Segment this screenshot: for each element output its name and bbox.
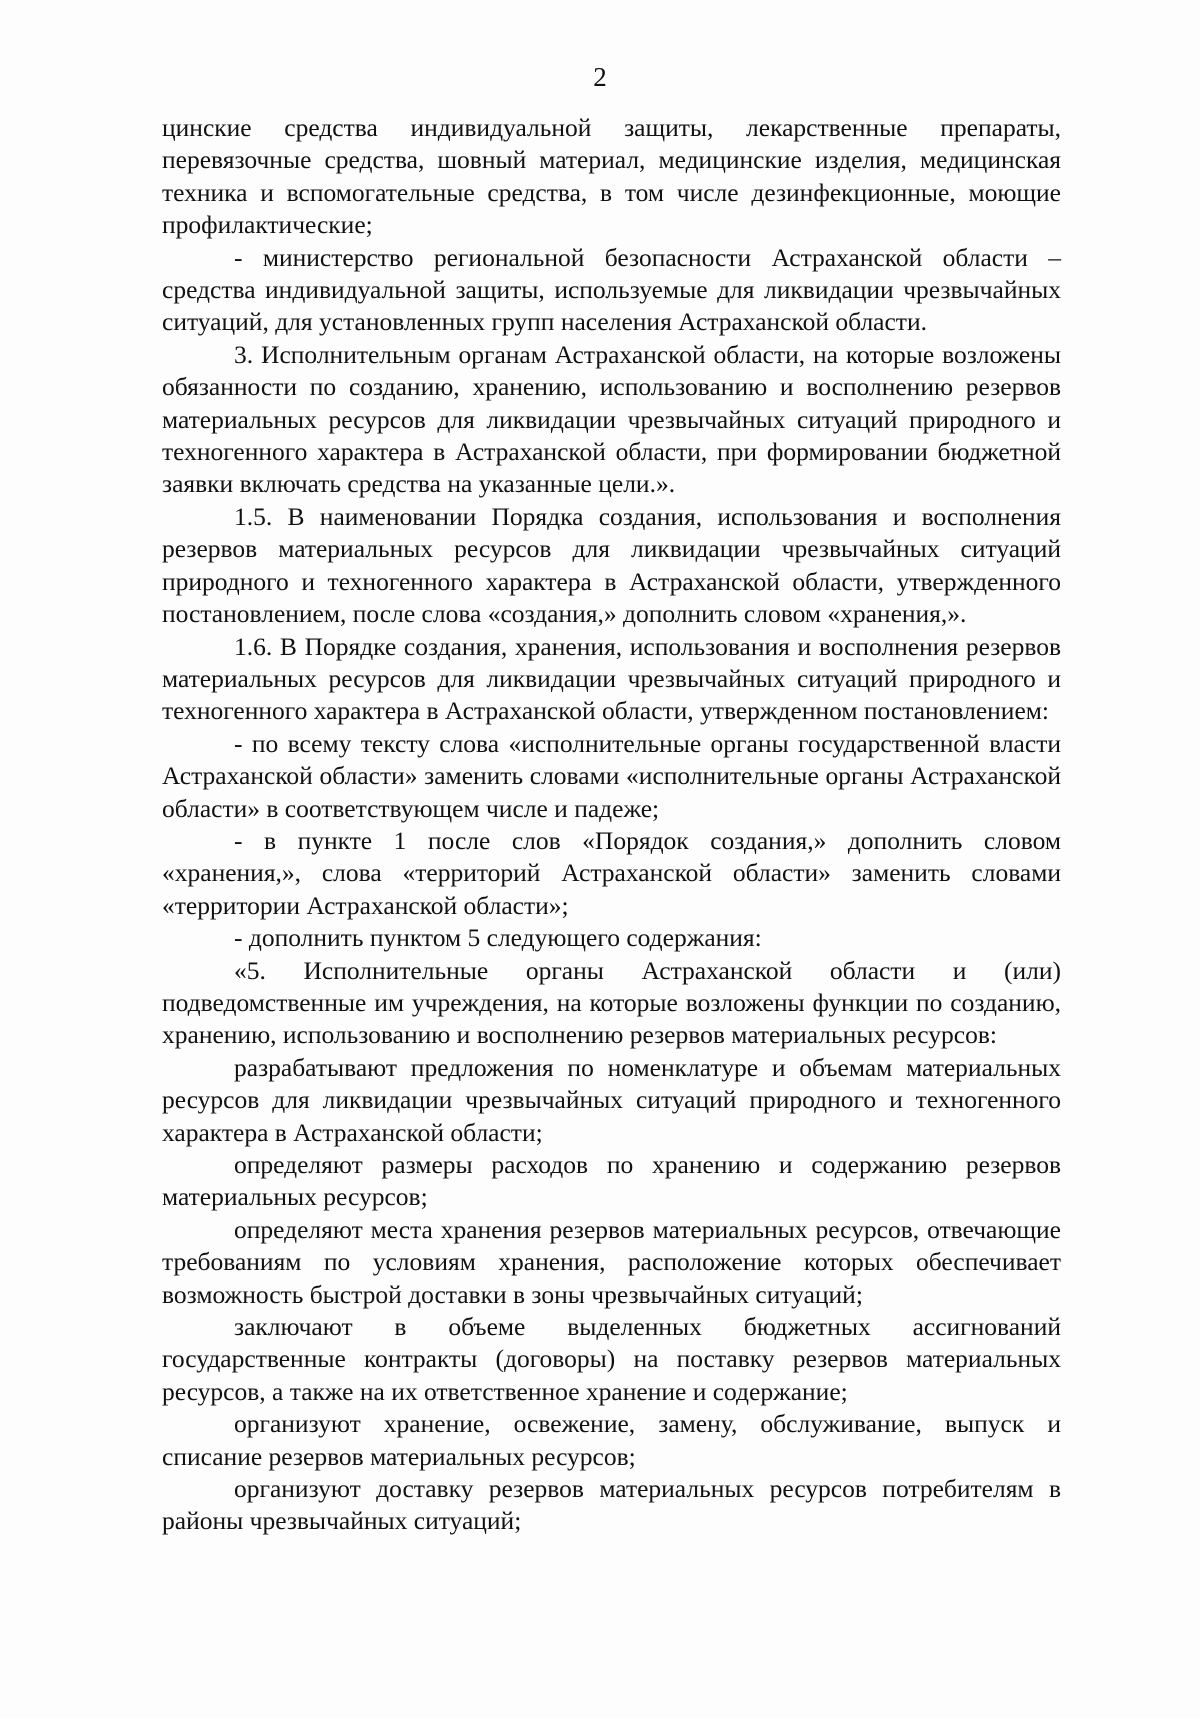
paragraph-point-5: «5. Исполнительные органы Астраханской области и (или) подведомственные им учреждения, на которые возложены функции по созданию, хранению, использованию и восполнению резервов материальных ресурсов: bbox=[162, 955, 1061, 1050]
paragraph-organize-storage: организуют хранение, освежение, замену, обслуживание, выпуск и списание резервов материальных ресурсов; bbox=[162, 1409, 1061, 1471]
paragraph-contracts: заключают в объеме выделенных бюджетных ассигнований государственные контракты (договоры) на поставку резервов материальных ресурсов, а также на их ответственное хранение и содержание; bbox=[162, 1312, 1061, 1406]
paragraph-item-1-5: 1.5. В наименовании Порядка создания, использования и восполнения резервов материальных ресурсов для ликвидации чрезвычайных ситуаций природного и техногенного характера в Астраханской области, утвержденного постановлением, после слова «создания,» дополнить словом «хранения,». bbox=[162, 501, 1061, 629]
page-number: 2 bbox=[593, 62, 607, 92]
paragraph-item-3: 3. Исполнительным органам Астраханской области, на которые возложены обязанности по созданию, хранению, использованию и восполнению резервов материальных ресурсов для ликвидации чрезвычайных ситуаций природного и техногенного характера в Астраханской области, при формировании бюджетной заявки включать средства на указанные цели.». bbox=[162, 339, 1061, 499]
paragraph-continuation: цинские средства индивидуальной защиты, лекарственные препараты, перевязочные средства, шовный материал, медицинские изделия, медицинская техника и вспомогательные средства, в том числе дезинфекционные, моющие профилактические; bbox=[162, 113, 1061, 240]
paragraph-storage-places: определяют места хранения резервов материальных ресурсов, отвечающие требованиям по условиям хранения, расположение которых обеспечивает возможность быстрой доставки в зоны чрезвычайных ситуаций; bbox=[162, 1214, 1061, 1309]
paragraph-replace-text: - по всему тексту слова «исполнительные органы государственной власти Астраханской области» заменить словами «исполнительные органы Астраханской области» в соответствующем числе и падеже; bbox=[162, 728, 1061, 823]
paragraph-point-1: - в пункте 1 после слов «Порядок создания,» дополнить словом «хранения,», слова «территорий Астраханской области» заменить словами «территории Астраханской области»; bbox=[162, 825, 1061, 920]
paragraph-delivery: организуют доставку резервов материальных ресурсов потребителям в районы чрезвычайных ситуаций; bbox=[162, 1474, 1061, 1536]
document-body bbox=[162, 112, 1061, 1538]
paragraph-item-1-6: 1.6. В Порядке создания, хранения, использования и восполнения резервов материальных ресурсов для ликвидации чрезвычайных ситуаций природного и техногенного характера в Астраханской области, утвержденном постановлением: bbox=[162, 631, 1061, 726]
paragraph-add-point-5: - дополнить пунктом 5 следующего содержания: bbox=[234, 923, 762, 953]
paragraph-ministry-security: - министерство региональной безопасности Астраханской области – средства индивидуальной защиты, используемые для ликвидации чрезвычайных ситуаций, для установленных групп населения Астраханской области. bbox=[162, 242, 1061, 337]
paragraph-expenses: определяют размеры расходов по хранению и содержанию резервов материальных ресурсов; bbox=[162, 1150, 1061, 1212]
paragraph-develop-proposals: разрабатывают предложения по номенклатуре и объемам материальных ресурсов для ликвидации чрезвычайных ситуаций природного и техногенного характера в Астраханской области; bbox=[162, 1052, 1061, 1147]
